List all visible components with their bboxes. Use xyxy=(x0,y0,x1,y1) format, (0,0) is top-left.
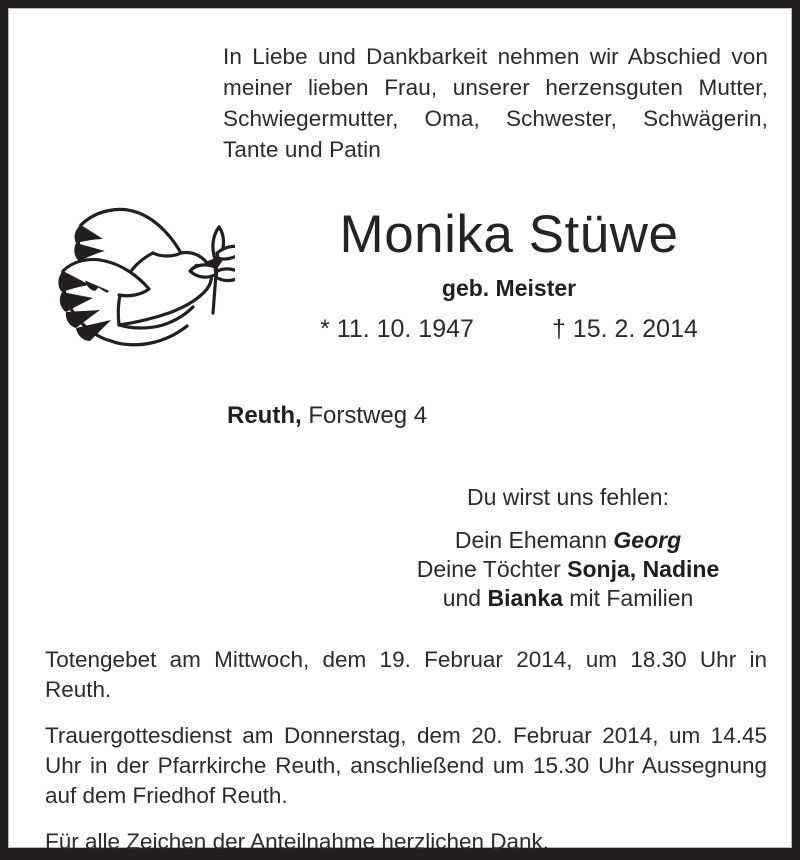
dedication-lead: Du wirst uns fehlen: xyxy=(467,484,669,510)
family-dedication xyxy=(399,483,737,613)
dedication-daughters-cont xyxy=(399,584,737,613)
husband-prefix: Dein Ehemann xyxy=(454,527,614,553)
service-prayer: Totengebet am Mittwoch, dem 19. Februar 2014, um 18.30 Uhr in Reuth. xyxy=(45,647,767,702)
notice-inner-frame xyxy=(8,8,792,854)
daughters-cont-prefix: und xyxy=(442,585,488,611)
intro-text: In Liebe und Dankbarkeit nehmen wir Abschied von meiner lieben Frau, unserer herzensguten Mutter, Schwiegermutter, Oma, Schwester, Schwägerin, Tante und Patin xyxy=(223,44,768,162)
daughters-prefix: Deine Töchter xyxy=(416,556,568,582)
daughters-names: Sonja, Nadine xyxy=(567,556,720,582)
address-town: Reuth, xyxy=(227,402,302,429)
deceased-maiden-name: geb. Meister xyxy=(441,275,577,301)
address-line xyxy=(227,401,427,431)
service-funeral: Trauergottesdienst am Donnerstag, dem 20. Februar 2014, um 14.45 Uhr in der Pfarrkirche Reuth, anschließend um 15.30 Uhr Aussegnung auf dem Friedhof Reuth. xyxy=(45,723,767,808)
birth-date: * 11. 10. 1947 xyxy=(320,315,474,343)
deceased-name: Monika Stüwe xyxy=(339,205,679,264)
life-dates xyxy=(241,314,777,344)
families-suffix: mit Familien xyxy=(562,585,694,611)
dedication-husband xyxy=(399,526,737,555)
dove-with-olive-branch-icon xyxy=(45,195,235,360)
service-details xyxy=(45,645,767,857)
husband-name: Georg xyxy=(613,527,682,553)
service-thanks: Für alle Zeichen der Anteilnahme herzlichen Dank. xyxy=(45,829,550,854)
death-date: † 15. 2. 2014 xyxy=(551,315,698,343)
daughter-bianka: Bianka xyxy=(487,585,563,611)
dedication-daughters xyxy=(399,555,737,584)
address-street: Forstweg 4 xyxy=(308,402,428,429)
deceased-name-block xyxy=(241,205,777,344)
